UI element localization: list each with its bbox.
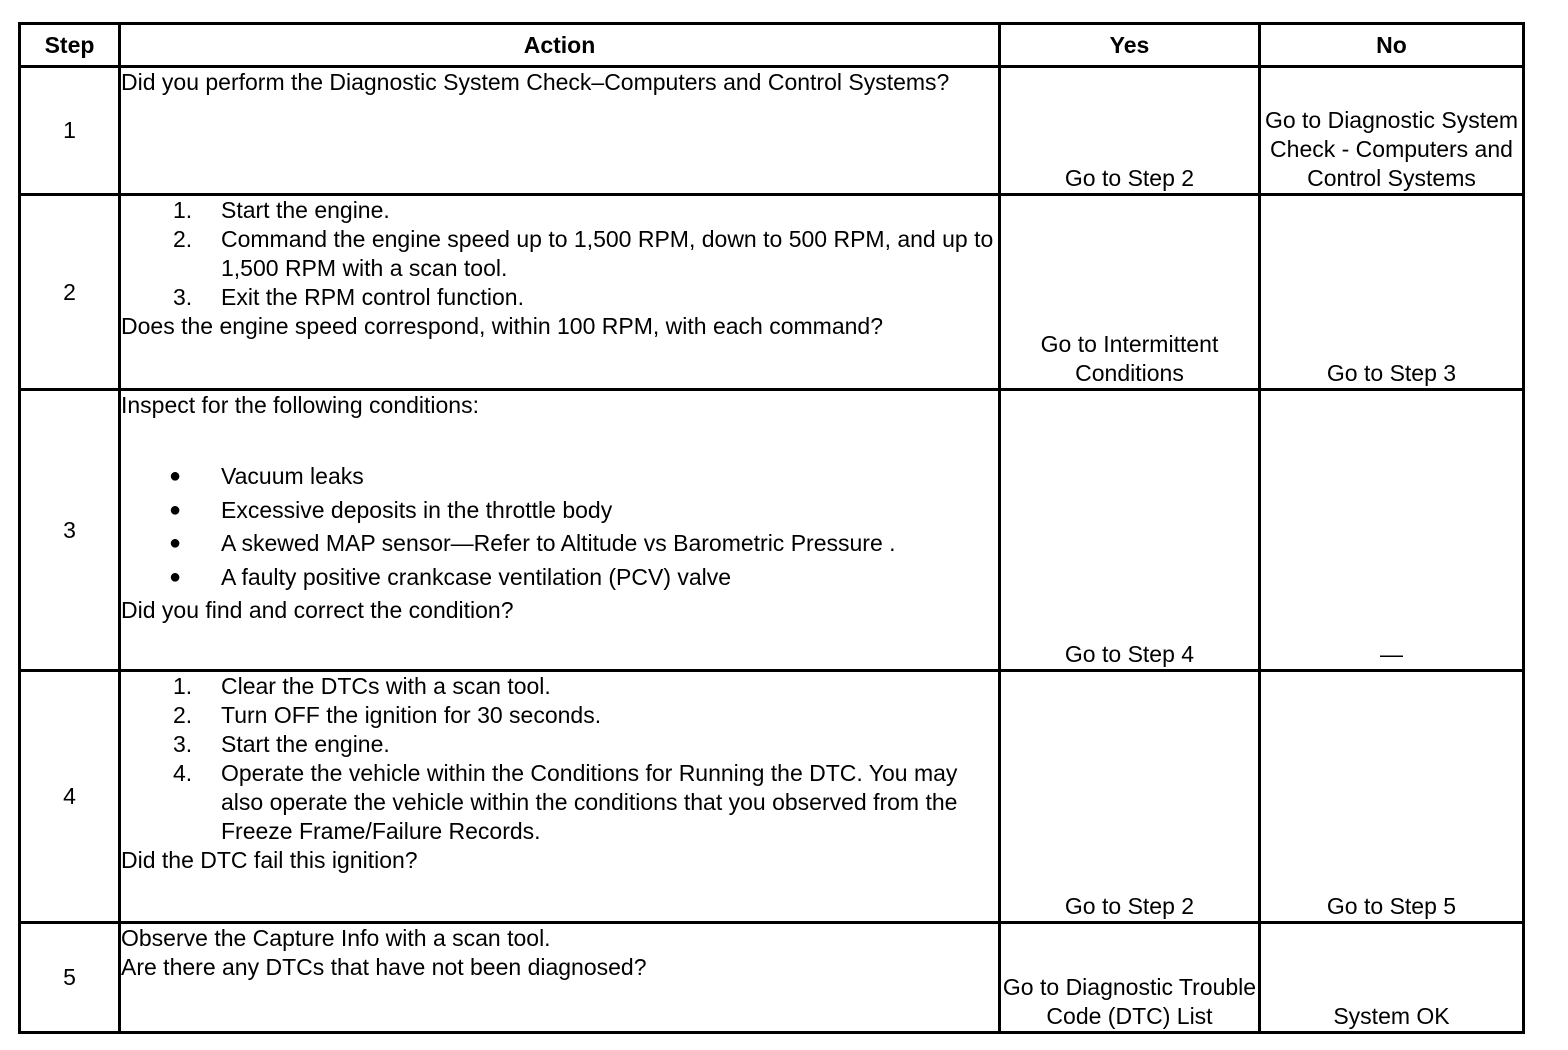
bullet-icon: ● bbox=[169, 465, 182, 487]
header-row bbox=[20, 24, 1524, 67]
step-number: 5 bbox=[20, 923, 120, 1033]
yes-cell: Go to Step 2 bbox=[1000, 67, 1260, 195]
numbered-step: 4. Operate the vehicle within the Conditions for Running the DTC. You may also operate the vehicle within the conditions that you observed from the Freeze Frame/Failure Records. bbox=[173, 760, 958, 844]
yes-cell: Go to Step 4 bbox=[1000, 390, 1260, 671]
header-no: No bbox=[1260, 24, 1524, 67]
table-row bbox=[20, 67, 1524, 195]
step-number: 2 bbox=[20, 195, 120, 390]
table-row bbox=[20, 671, 1524, 923]
action-cell bbox=[120, 67, 1000, 195]
diagnostic-table bbox=[18, 22, 1525, 1034]
action-question: Did the DTC fail this ignition? bbox=[121, 847, 418, 873]
table-row bbox=[20, 923, 1524, 1033]
no-cell: Go to Step 3 bbox=[1260, 195, 1524, 390]
table-row bbox=[20, 195, 1524, 390]
bullet-icon: ● bbox=[169, 498, 182, 521]
yes-cell: Go to Step 2 bbox=[1000, 671, 1260, 923]
action-cell bbox=[120, 195, 1000, 390]
step-number: 3 bbox=[20, 390, 120, 671]
yes-cell: Go to Intermittent Conditions bbox=[1000, 195, 1260, 390]
header-action: Action bbox=[120, 24, 1000, 67]
numbered-step: 2. Command the engine speed up to 1,500 RPM, down to 500 RPM, and up to 1,500 RPM with a scan tool. bbox=[173, 226, 994, 281]
yes-cell: Go to Diagnostic Trouble Code (DTC) List bbox=[1000, 923, 1260, 1033]
no-cell: Go to Diagnostic System Check - Computers and Control Systems bbox=[1260, 67, 1524, 195]
numbered-step: 2. Turn OFF the ignition for 30 seconds. bbox=[173, 702, 602, 728]
action-cell bbox=[120, 390, 1000, 671]
action-intro: Inspect for the following conditions: bbox=[121, 392, 479, 418]
action-intro: Did you perform the Diagnostic System Check–Computers and Control Systems? bbox=[121, 69, 950, 95]
no-cell: System OK bbox=[1260, 923, 1524, 1033]
action-question: Does the engine speed correspond, within 100 RPM, with each command? bbox=[121, 313, 883, 339]
action-intro: Observe the Capture Info with a scan tool. bbox=[121, 925, 551, 951]
numbered-step: 1. Clear the DTCs with a scan tool. bbox=[173, 673, 551, 699]
action-cell bbox=[120, 923, 1000, 1033]
bullet-item: ● A faulty positive crankcase ventilation (PCV) valve bbox=[121, 563, 998, 592]
table-row bbox=[20, 390, 1524, 671]
header-yes: Yes bbox=[1000, 24, 1260, 67]
bullet-icon: ● bbox=[169, 532, 182, 554]
bullet-icon: ● bbox=[169, 565, 182, 588]
step-number: 1 bbox=[20, 67, 120, 195]
no-cell: Go to Step 5 bbox=[1260, 671, 1524, 923]
numbered-step: 1. Start the engine. bbox=[173, 197, 390, 223]
action-cell bbox=[120, 671, 1000, 923]
bullet-item: ● A skewed MAP sensor—Refer to Altitude vs Barometric Pressure . bbox=[121, 529, 998, 558]
action-question: Did you find and correct the condition? bbox=[121, 597, 514, 623]
no-cell: — bbox=[1260, 390, 1524, 671]
numbered-step: 3. Start the engine. bbox=[173, 731, 390, 757]
header-step: Step bbox=[20, 24, 120, 67]
bullet-item: ● Excessive deposits in the throttle body bbox=[121, 496, 998, 525]
bullet-item: ● Vacuum leaks bbox=[121, 462, 998, 491]
step-number: 4 bbox=[20, 671, 120, 923]
numbered-step: 3. Exit the RPM control function. bbox=[173, 284, 524, 310]
action-question: Are there any DTCs that have not been diagnosed? bbox=[121, 954, 647, 980]
